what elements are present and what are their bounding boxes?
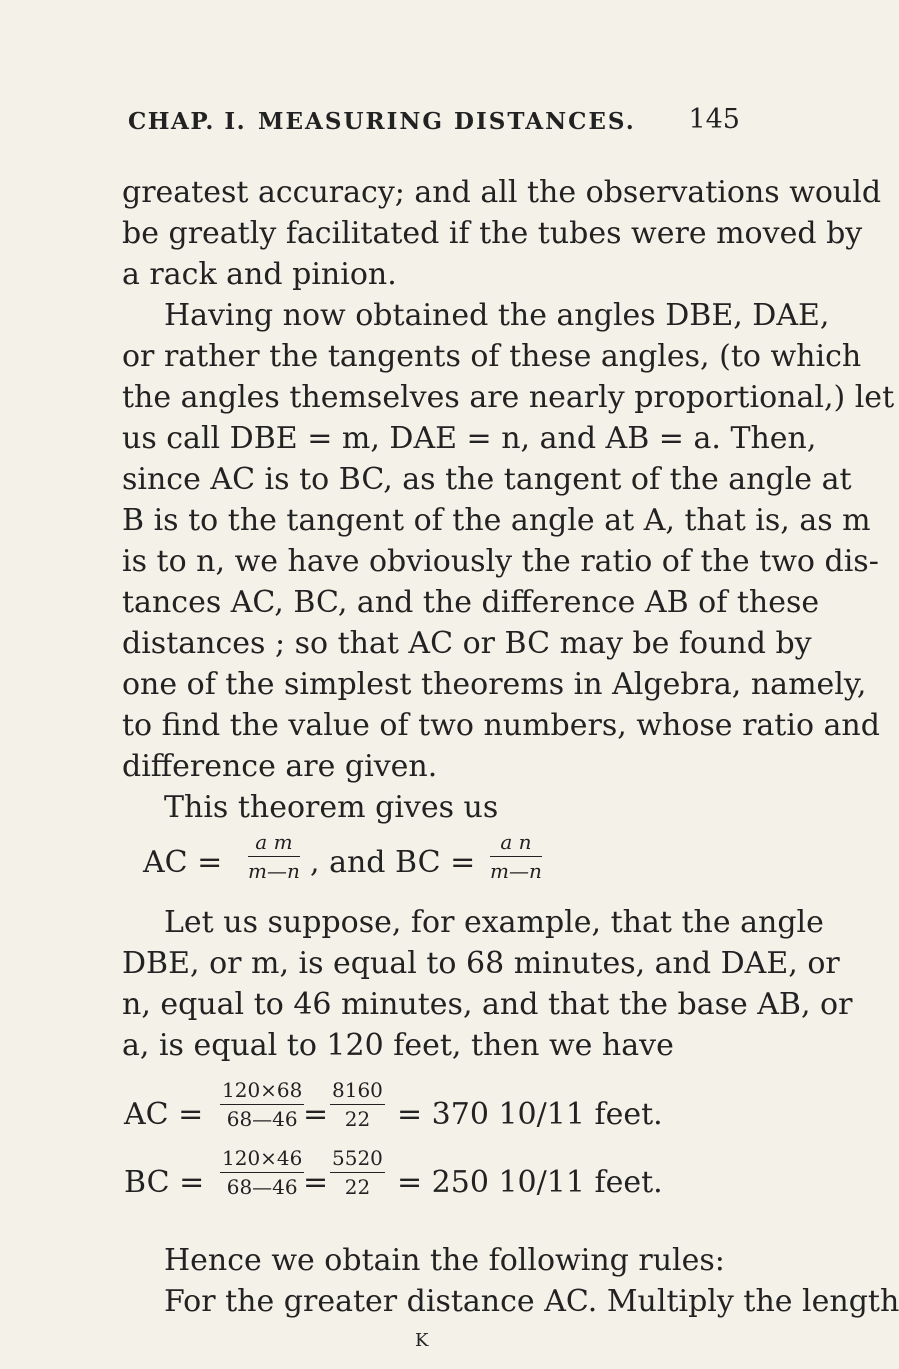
text-line: This theorem gives us bbox=[164, 790, 499, 825]
fraction-numerator: a n bbox=[490, 830, 542, 857]
equals-sign: = bbox=[303, 1097, 329, 1132]
text-line: one of the simplest theorems in Algebra, namely, bbox=[122, 667, 867, 702]
fraction-ac bbox=[248, 830, 300, 883]
text-line: since AC is to BC, as the tangent of the angle at bbox=[122, 462, 852, 497]
formula-result: = 250 10/11 feet. bbox=[397, 1165, 663, 1200]
fraction-denominator: m—n bbox=[490, 859, 542, 883]
fraction-product bbox=[220, 1146, 304, 1199]
fraction-denominator: 22 bbox=[344, 1107, 371, 1131]
text-line: Having now obtained the angles DBE, DAE, bbox=[164, 298, 830, 333]
text-line: Let us suppose, for example, that the angle bbox=[164, 905, 824, 940]
fraction-quotient bbox=[330, 1078, 385, 1131]
text-line: to find the value of two numbers, whose ratio and bbox=[122, 708, 880, 743]
fraction-numerator: 120×68 bbox=[220, 1078, 304, 1105]
fraction-denominator: 22 bbox=[344, 1175, 371, 1199]
text-line: Hence we obtain the following rules: bbox=[164, 1243, 725, 1278]
formula-ac-lhs: AC = bbox=[143, 845, 223, 880]
fraction-numerator: 8160 bbox=[330, 1078, 385, 1105]
formula-and-bc: , and BC = bbox=[310, 845, 476, 880]
text-line: a rack and pinion. bbox=[122, 257, 397, 292]
page-number: 145 bbox=[688, 104, 740, 135]
text-line: the angles themselves are nearly proportional,) let bbox=[122, 380, 895, 415]
text-line: or rather the tangents of these angles, (to which bbox=[122, 339, 862, 374]
formula-lhs: AC = bbox=[124, 1097, 204, 1132]
chapter-label: CHAP. I. bbox=[128, 108, 247, 135]
text-line: difference are given. bbox=[122, 749, 438, 784]
formula-result: = 370 10/11 feet. bbox=[397, 1097, 663, 1132]
fraction-bc bbox=[490, 830, 542, 883]
text-line: For the greater distance AC. Multiply the length bbox=[164, 1284, 899, 1319]
fraction-numerator: 120×46 bbox=[220, 1146, 304, 1173]
text-line: greatest accuracy; and all the observations would bbox=[122, 175, 882, 210]
fraction-denominator: m—n bbox=[248, 859, 300, 883]
fraction-quotient bbox=[330, 1146, 385, 1199]
text-line: us call DBE = m, DAE = n, and AB = a. Then, bbox=[122, 421, 817, 456]
equals-sign: = bbox=[303, 1165, 329, 1200]
running-header bbox=[128, 104, 740, 148]
fraction-numerator: 5520 bbox=[330, 1146, 385, 1173]
fraction-product bbox=[220, 1078, 304, 1131]
fraction-numerator: a m bbox=[248, 830, 300, 857]
text-line: B is to the tangent of the angle at A, that is, as m bbox=[122, 503, 871, 538]
signature-mark: K bbox=[415, 1330, 429, 1351]
text-line: DBE, or m, is equal to 68 minutes, and DAE, or bbox=[122, 946, 840, 981]
fraction-denominator: 68—46 bbox=[226, 1107, 298, 1131]
running-title: MEASURING DISTANCES. bbox=[258, 108, 636, 135]
text-line: n, equal to 46 minutes, and that the base AB, or bbox=[122, 987, 853, 1022]
text-line: a, is equal to 120 feet, then we have bbox=[122, 1028, 674, 1063]
text-line: distances ; so that AC or BC may be found by bbox=[122, 626, 812, 661]
formula-lhs: BC = bbox=[124, 1165, 205, 1200]
fraction-denominator: 68—46 bbox=[226, 1175, 298, 1199]
text-line: is to n, we have obviously the ratio of the two dis- bbox=[122, 544, 879, 579]
text-line: tances AC, BC, and the difference AB of these bbox=[122, 585, 820, 620]
text-line: be greatly facilitated if the tubes were moved by bbox=[122, 216, 863, 251]
